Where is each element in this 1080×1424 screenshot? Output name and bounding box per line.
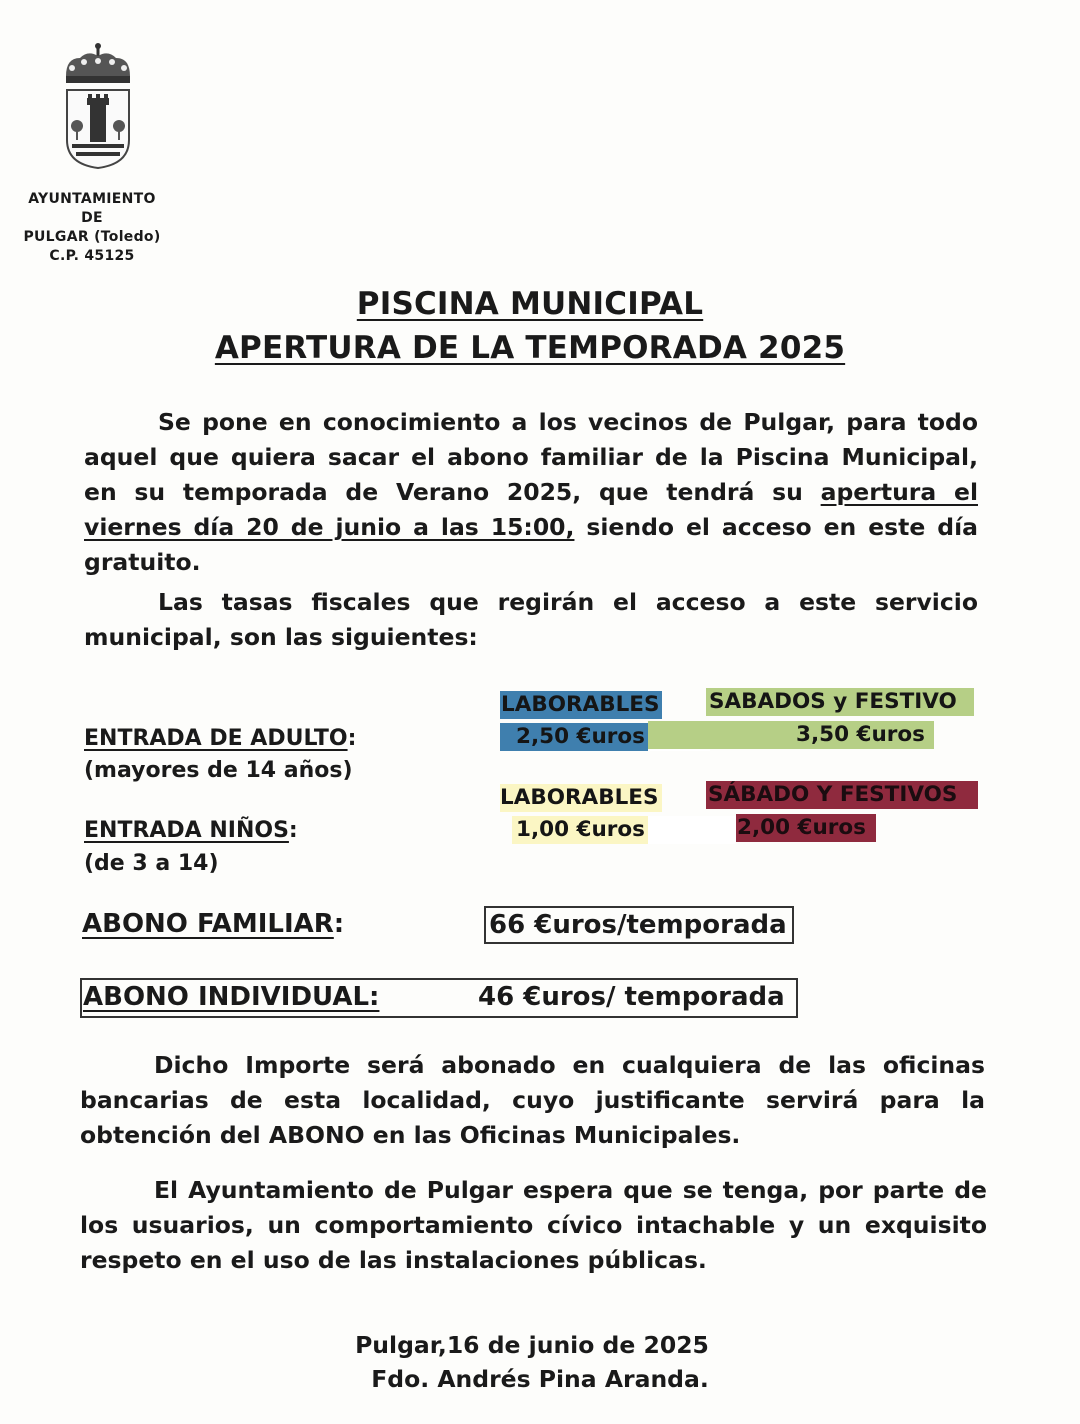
- behaviour-paragraph: El Ayuntamiento de Pulgar espera que se tenga, por parte de los usuarios, un comportamiento cívico intachable y un exquisito respeto en el uso de las instalaciones públicas.: [80, 1176, 987, 1274]
- municipal-crest-icon: [58, 40, 138, 170]
- org-line: AYUNTAMIENTO: [28, 191, 156, 207]
- fees-intro-text: Las tasas fiscales que regirán el acceso a este servicio municipal, son las siguientes:: [84, 588, 978, 651]
- adult-weekend-price: 3,50 €uros: [648, 721, 934, 749]
- document-title: PISCINA MUNICIPAL: [356, 286, 704, 322]
- org-line: C.P. 45125: [49, 248, 135, 264]
- adult-weekday-header: LABORABLES: [500, 691, 662, 719]
- payment-paragraph: Dicho Importe será abonado en cualquiera de las oficinas bancarias de esta localidad, cuyo justificante servirá para la obtención del ABONO en las Oficinas Municipales.: [80, 1051, 985, 1149]
- org-line: PULGAR (Toledo): [23, 229, 161, 245]
- children-weekday-price: 1,00 €uros: [512, 816, 648, 844]
- children-entry-note: (de 3 a 14): [84, 851, 219, 876]
- place-and-date: Pulgar,16 de junio de 2025: [355, 1331, 709, 1359]
- intro-text-end: siendo el acceso en este día gratuito.: [84, 513, 978, 576]
- issuing-authority: [14, 190, 170, 266]
- org-line: DE: [81, 210, 103, 226]
- adult-entry-label: ENTRADA DE ADULTO:: [84, 726, 357, 751]
- children-price-gap: [648, 816, 736, 844]
- intro-text: Se pone en conocimiento a los vecinos de Pulgar, para todo aquel que quiera sacar el abono familiar de la Piscina Municipal, en su temporada de Verano 2025, que tendrá su: [84, 408, 978, 506]
- adult-weekend-header: SABADOS y FESTIVO: [706, 688, 974, 716]
- fees-intro-paragraph: [84, 585, 978, 655]
- individual-pass-price: 46 €uros/ temporada: [478, 982, 785, 1012]
- intro-paragraph: [84, 405, 978, 580]
- children-entry-label: ENTRADA NIÑOS:: [84, 818, 298, 843]
- individual-pass-label: ABONO INDIVIDUAL:: [83, 982, 380, 1012]
- children-weekend-header: SÁBADO Y FESTIVOS: [706, 781, 978, 809]
- document-subtitle: APERTURA DE LA TEMPORADA 2025: [214, 330, 846, 366]
- children-weekday-header: LABORABLES: [500, 784, 662, 812]
- family-pass-price: 66 €uros/temporada: [484, 906, 794, 944]
- opening-date-text: apertura el viernes día 20 de junio a las 15:00,: [84, 478, 978, 541]
- children-weekend-price: 2,00 €uros: [736, 814, 876, 842]
- family-pass-label: ABONO FAMILIAR:: [82, 909, 345, 939]
- signatory: Fdo. Andrés Pina Aranda.: [371, 1365, 709, 1393]
- adult-entry-note: (mayores de 14 años): [84, 758, 353, 783]
- adult-weekday-price: 2,50 €uros: [500, 723, 648, 751]
